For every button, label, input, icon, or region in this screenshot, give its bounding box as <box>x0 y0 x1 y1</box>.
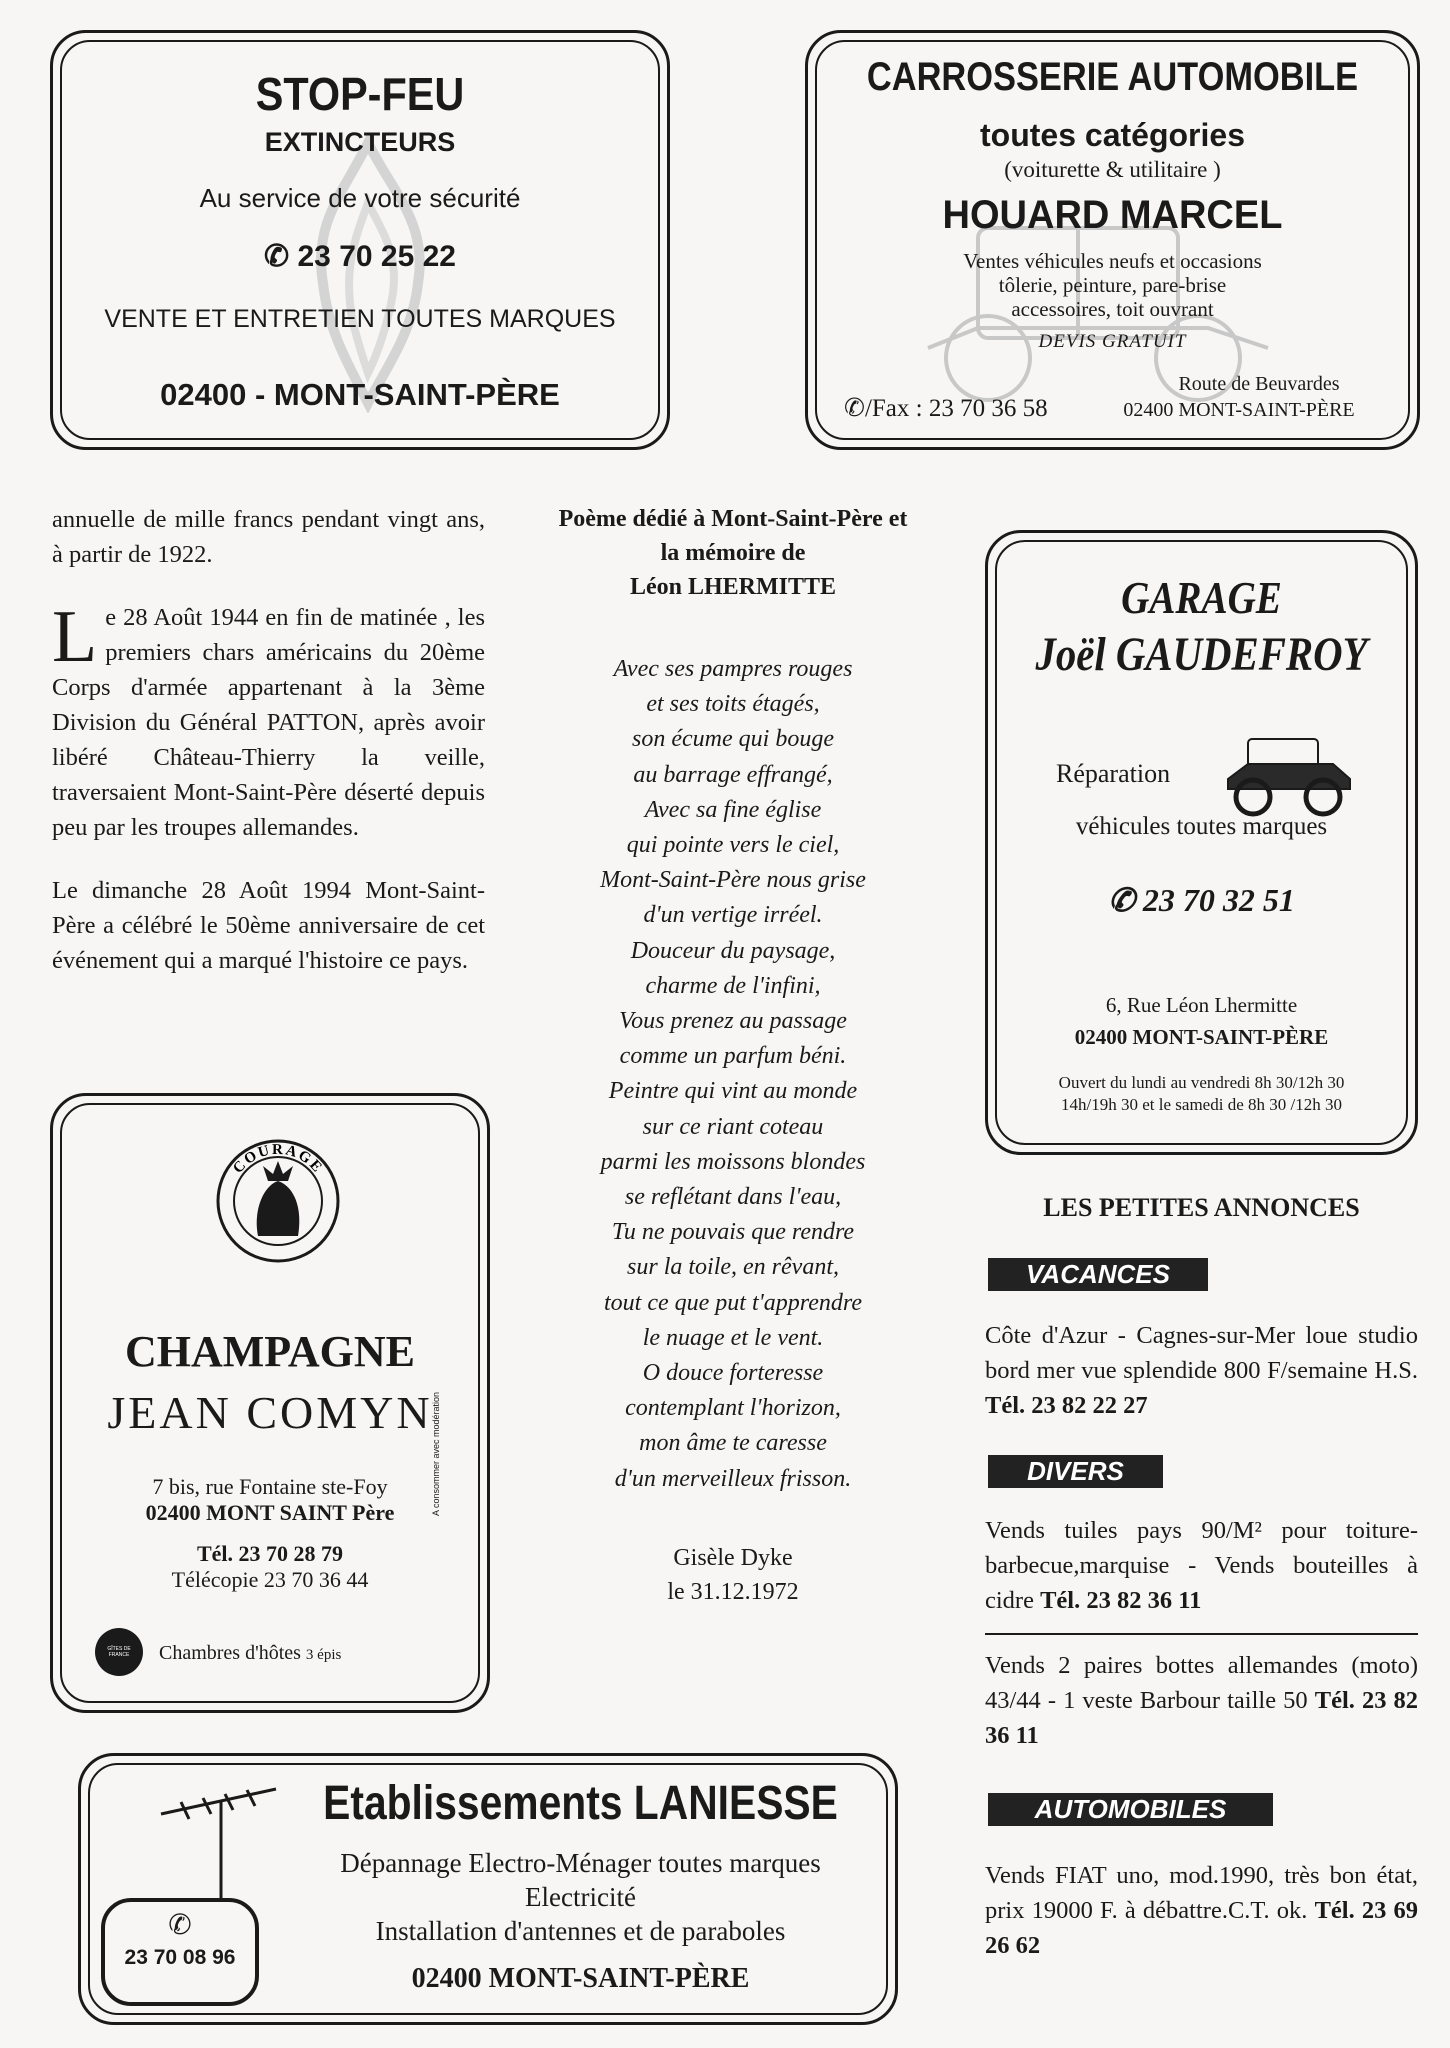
gites-de-france-logo <box>95 1628 143 1676</box>
garage-service-1: Réparation <box>1056 759 1171 788</box>
history-article <box>52 502 485 1006</box>
poem-heading-2: la mémoire de <box>660 540 806 566</box>
annonce-divers-1-tel: Tél. 23 82 36 11 <box>1040 1587 1202 1614</box>
poem-line: au barrage effrangé, <box>633 761 833 788</box>
annonce-divers-2-text: Vends 2 paires bottes allemandes (moto) 43/44 - 1 veste Barbour taille 50 <box>985 1652 1418 1714</box>
article-paragraph-2: Le dimanche 28 Août 1994 Mont-Saint-Père a célébré le 50ème anniversaire de cet événement qui a marqué l'histoire ce pays. <box>52 877 485 974</box>
poem-line: d'un vertige irréel. <box>643 902 823 929</box>
poem-line: Tu ne pouvais que rendre <box>611 1219 855 1246</box>
category-divers: DIVERS <box>988 1455 1163 1488</box>
garage-hours-1: Ouvert du lundi au vendredi 8h 30/12h 30 <box>1058 1073 1345 1092</box>
poem-section <box>508 502 958 1609</box>
poem-line: Avec sa fine église <box>644 796 822 823</box>
laniesse-title: Etablissements LANIESSE <box>323 1777 838 1830</box>
stop-feu-subtitle: EXTINCTEURS <box>264 127 456 157</box>
poem-line: Mont-Saint-Père nous grise <box>600 867 866 894</box>
champagne-rooms-label: Chambres d'hôtes <box>159 1642 301 1664</box>
annonce-automobiles-tel: Tél. 23 69 26 62 <box>985 1897 1418 1959</box>
poem-line: sur ce riant coteau <box>642 1113 824 1140</box>
champagne-title-1: CHAMPAGNE <box>124 1327 416 1376</box>
carrosserie-owner: HOUARD MARCEL <box>942 193 1283 237</box>
champagne-address: 02400 MONT SAINT Père <box>145 1500 395 1525</box>
poem-line: et ses toits étagés, <box>646 691 820 718</box>
poem-line: O douce forteresse <box>642 1360 824 1387</box>
poem-author: Gisèle Dyke <box>673 1544 793 1571</box>
poem-line: d'un merveilleux frisson. <box>614 1465 852 1492</box>
garage-ad <box>985 530 1418 1155</box>
gites-logo-text: GÎTES DE FRANCE <box>107 1646 131 1658</box>
stop-feu-tagline: Au service de votre sécurité <box>199 183 521 213</box>
carrosserie-title: CARROSSERIE AUTOMOBILE <box>866 55 1359 99</box>
annonce-vacances-text: Côte d'Azur - Cagnes-sur-Mer loue studio bord mer vue splendide 800 F/semaine H.S. <box>985 1322 1418 1384</box>
champagne-street: 7 bis, rue Fontaine ste-Foy <box>152 1474 388 1499</box>
article-intro: annuelle de mille francs pendant vingt ans, à partir de 1922. <box>52 506 485 568</box>
laniesse-ad <box>78 1753 898 2025</box>
poem-line: tout ce que put t'apprendre <box>604 1289 862 1316</box>
article-paragraph-1 <box>52 596 485 845</box>
annonce-divider <box>985 1633 1418 1635</box>
annonce-automobiles-text: Vends FIAT uno, mod.1990, très bon état, prix 19000 F. à débattre.C.T. ok. <box>985 1862 1418 1924</box>
poem-line: mon âme te caresse <box>639 1430 827 1457</box>
carrosserie-types: (voiturette & utilitaire ) <box>1004 157 1221 182</box>
garage-street: 6, Rue Léon Lhermitte <box>1105 993 1298 1017</box>
poem-heading-3: Léon LHERMITTE <box>629 574 837 600</box>
annonce-divers-1 <box>985 1513 1418 1618</box>
carrosserie-phone: ✆/Fax : 23 70 36 58 <box>844 395 1048 422</box>
annonce-divers-1-text: Vends tuiles pays 90/M² pour toiture-barbecue,marquise - Vends bouteilles à cidre <box>985 1517 1418 1614</box>
phone-icon: ✆ <box>168 1910 192 1941</box>
stop-feu-service: VENTE ET ENTRETIEN TOUTES MARQUES <box>104 305 616 333</box>
annonce-automobiles <box>985 1858 1418 1963</box>
champagne-ad <box>50 1093 490 1713</box>
carrosserie-ad <box>805 30 1420 450</box>
annonce-divers-2 <box>985 1648 1418 1753</box>
phone-tv-badge <box>101 1898 259 2006</box>
carrosserie-address: 02400 MONT-SAINT-PÈRE <box>1123 399 1355 421</box>
champagne-title-2: JEAN COMYN <box>107 1387 433 1438</box>
stop-feu-ad <box>50 30 670 450</box>
laniesse-phone: 23 70 08 96 <box>124 1946 236 1969</box>
poem-line: se reflétant dans l'eau, <box>624 1184 842 1211</box>
annonces-heading: LES PETITES ANNONCES <box>1043 1193 1360 1222</box>
poem-line: le nuage et le vent. <box>642 1324 824 1351</box>
poem-date: le 31.12.1972 <box>667 1578 799 1605</box>
poem-line: Vous prenez au passage <box>619 1008 847 1035</box>
garage-hours-2: 14h/19h 30 et le samedi de 8h 30 /12h 30 <box>1061 1095 1342 1114</box>
laniesse-line-2: Electricité <box>525 1882 636 1912</box>
poem-line: charme de l'infini, <box>645 972 821 999</box>
carrosserie-service-1: Ventes véhicules neufs et occasions <box>963 249 1262 273</box>
laniesse-line-3: Installation d'antennes et de paraboles <box>375 1916 786 1946</box>
poem-line: qui pointe vers le ciel, <box>626 832 840 859</box>
annonce-vacances <box>985 1318 1418 1423</box>
old-car-icon <box>1218 719 1358 819</box>
garage-title-2: Joël GAUDEFROY <box>1035 628 1368 681</box>
laniesse-line-1: Dépannage Electro-Ménager toutes marques <box>340 1848 821 1878</box>
champagne-fax: Télécopie 23 70 36 44 <box>171 1567 369 1592</box>
crest-motto: COURAGE <box>230 1141 326 1177</box>
garage-address: 02400 MONT-SAINT-PÈRE <box>1074 1025 1329 1049</box>
annonce-divers-2-tel: Tél. 23 82 36 11 <box>985 1687 1418 1749</box>
champagne-tel: Tél. 23 70 28 79 <box>196 1541 344 1566</box>
category-vacances: VACANCES <box>988 1258 1208 1291</box>
carrosserie-devis: DEVIS GRATUIT <box>1038 331 1187 352</box>
garage-phone: ✆ 23 70 32 51 <box>1108 882 1295 918</box>
courage-crest-icon <box>203 1126 353 1276</box>
poem-line: Douceur du paysage, <box>630 937 836 964</box>
poem-line: Peintre qui vint au monde <box>608 1078 858 1105</box>
poem-body <box>508 652 958 1497</box>
poem-heading-1: Poème dédié à Mont-Saint-Père et <box>558 506 908 532</box>
article-drop-cap: L <box>52 596 98 678</box>
annonce-vacances-tel: Tél. 23 82 22 27 <box>985 1392 1148 1419</box>
carrosserie-subtitle: toutes catégories <box>980 117 1245 153</box>
poem-line: sur la toile, en rêvant, <box>627 1254 839 1281</box>
garage-title-1: GARAGE <box>1121 572 1282 623</box>
stop-feu-phone: ✆ 23 70 25 22 <box>264 240 456 273</box>
category-automobiles: AUTOMOBILES <box>988 1793 1273 1826</box>
champagne-epis: 3 épis <box>305 1647 342 1663</box>
champagne-rooms <box>159 1642 341 1665</box>
laniesse-address: 02400 MONT-SAINT-PÈRE <box>411 1963 750 1994</box>
poem-line: parmi les moissons blondes <box>600 1148 866 1175</box>
poem-line: contemplant l'horizon, <box>625 1395 841 1422</box>
poem-line: son écume qui bouge <box>632 726 834 753</box>
carrosserie-service-3: accessoires, toit ouvrant <box>1011 297 1214 321</box>
article-paragraph-1-text: e 28 Août 1944 en fin de matinée , les premiers chars américains du 20ème Corps d'armée appartenant à la 3ème Division du Général PATTON, après avoir libéré Château-Thierry la veille, traversaient Mont-Saint-Père déserté depuis peu par les troupes allemandes. <box>52 604 485 841</box>
carrosserie-service-2: tôlerie, peinture, pare-brise <box>998 273 1227 297</box>
poem-line: comme un parfum béni. <box>619 1043 847 1070</box>
garage-service-2: véhicules toutes marques <box>1075 813 1328 840</box>
stop-feu-title: STOP-FEU <box>255 68 465 120</box>
poem-line: Avec ses pampres rouges <box>613 656 853 682</box>
champagne-warning: A consommer avec modération <box>431 1391 441 1516</box>
carrosserie-route: Route de Beuvardes <box>1178 373 1340 395</box>
stop-feu-address: 02400 - MONT-SAINT-PÈRE <box>160 377 560 412</box>
